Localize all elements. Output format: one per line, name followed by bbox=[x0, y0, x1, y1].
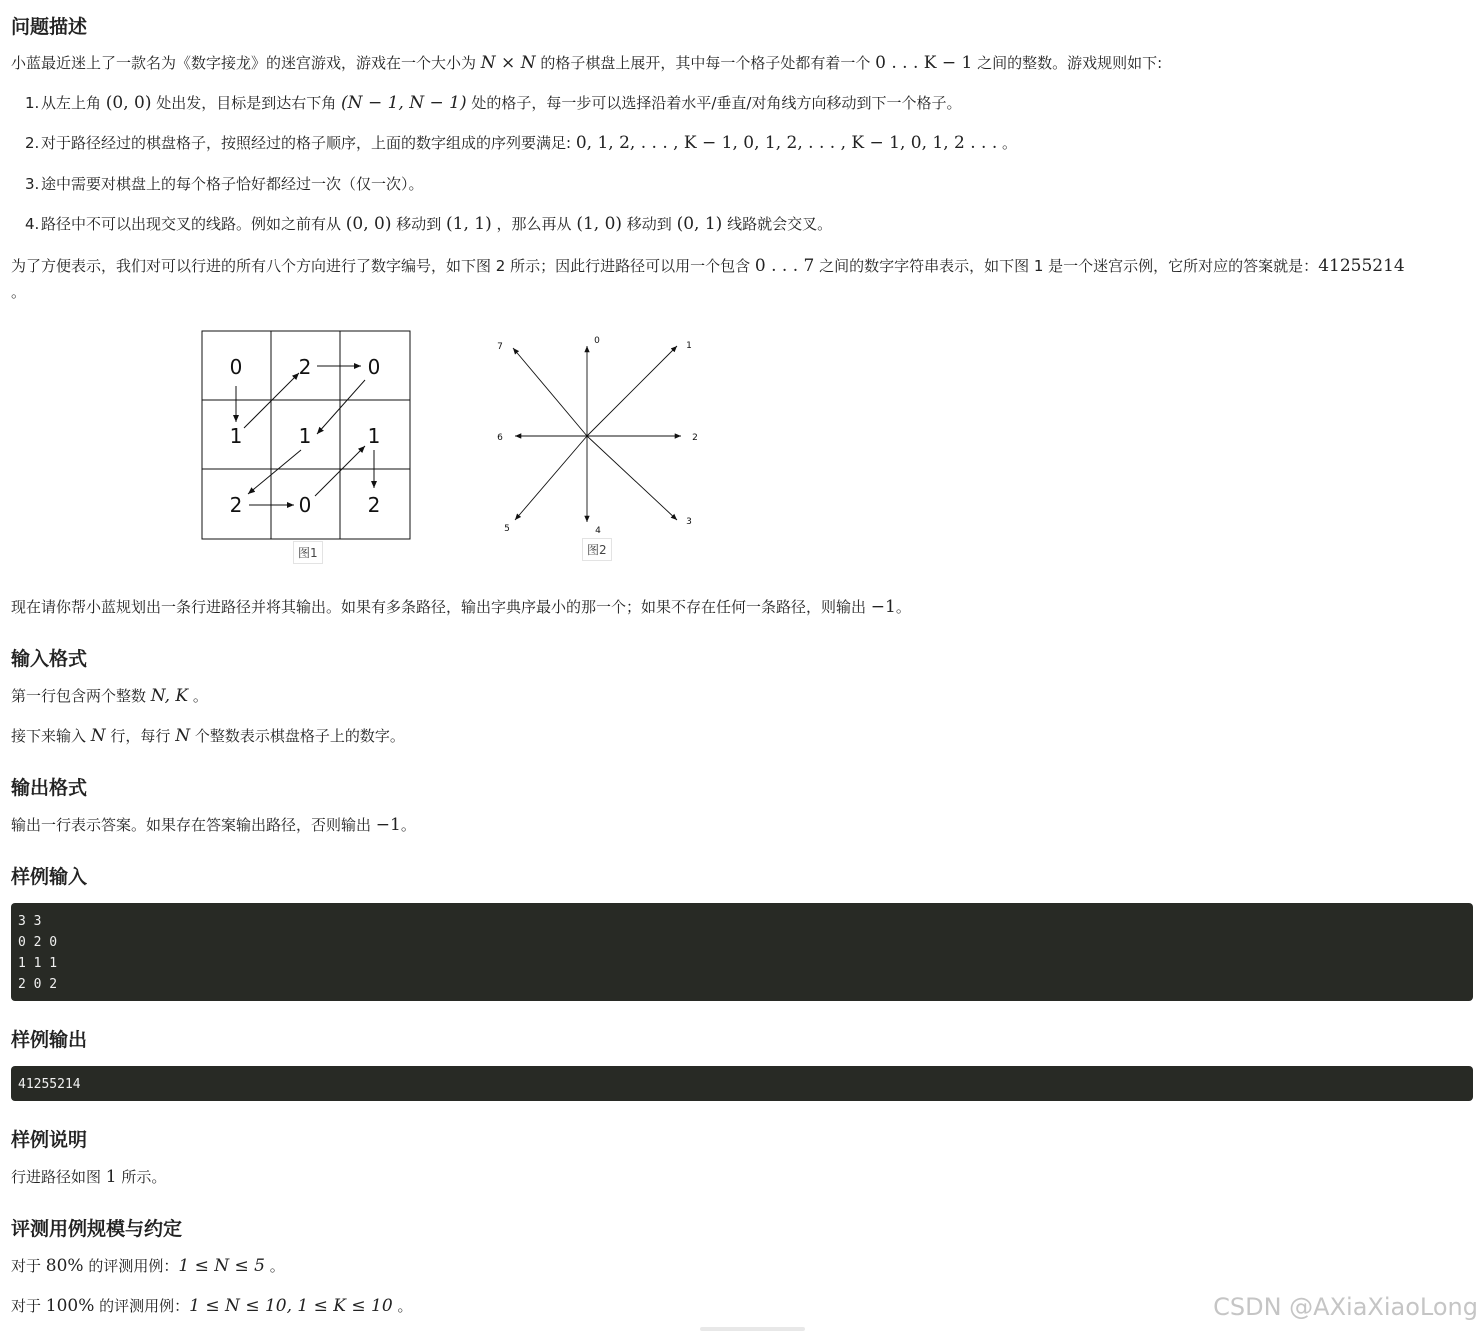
input-line-2: 接下来输入 N 行，每行 N 个整数表示棋盘格子上的数字。 bbox=[11, 726, 405, 746]
input-title: 输入格式 bbox=[11, 648, 88, 670]
problem-title: 问题描述 bbox=[11, 16, 88, 38]
direction-1-arrow bbox=[587, 346, 677, 436]
direction-label: 3 bbox=[686, 517, 692, 527]
sample-explain-title: 样例说明 bbox=[11, 1129, 88, 1151]
input-line-1: 第一行包含两个整数 N, K 。 bbox=[11, 686, 208, 706]
direction-note: 为了方便表示，我们对可以行进的所有八个方向进行了数字编号，如下图 2 所示；因此行进路径可以用一个包含 0 . . . 7 之间的数字字符串表示，如下图 1 是一个迷宫示例，它所对应的答案就是：41255214 。 bbox=[11, 256, 1405, 301]
output-line: 输出一行表示答案。如果存在答案输出路径，否则输出 −1。 bbox=[11, 815, 416, 835]
direction-label: 6 bbox=[497, 433, 503, 443]
maze-grid-diagram bbox=[201, 330, 413, 542]
path-arrow bbox=[317, 380, 365, 434]
cell-value: 2 bbox=[298, 355, 312, 379]
figure-2 bbox=[481, 332, 711, 557]
rule-item: 4. 路径中不可以出现交叉的线路。例如之前有从 (0, 0) 移动到 (1, 1) ，那么再从 (1, 0) 移动到 (0, 1) 线路就会交叉。 bbox=[25, 214, 833, 234]
rule-item: 1. 从左上角 (0, 0) 处出发，目标是到达右下角 (N − 1, N − 1) 处的格子，每一步可以选择沿着水平/垂直/对角线方向移动到下一个格子。 bbox=[25, 93, 962, 113]
rule-item: 2. 对于路径经过的棋盘格子，按照经过的格子顺序，上面的数字组成的序列要满足: 0, 1, 2, . . . , K − 1, 0, 1, 2, . . . , K − 1, 0, 1, 2 . . . 。 bbox=[25, 133, 1018, 153]
cell-value: 0 bbox=[367, 355, 381, 379]
figure-1-caption: 图1 bbox=[293, 541, 323, 564]
figure-2-caption: 图2 bbox=[582, 538, 612, 561]
cell-value: 2 bbox=[229, 493, 243, 517]
direction-label: 1 bbox=[686, 341, 692, 351]
scale-title: 评测用例规模与约定 bbox=[11, 1218, 183, 1240]
sample-output-code[interactable]: 41255214 bbox=[11, 1066, 1473, 1101]
figure-1 bbox=[201, 330, 413, 560]
scale-line: 对于 80% 的评测用例：1 ≤ N ≤ 5 。 bbox=[11, 1256, 285, 1276]
cell-value: 2 bbox=[367, 493, 381, 517]
direction-diagram bbox=[481, 332, 711, 537]
sample-output-title: 样例输出 bbox=[11, 1029, 88, 1051]
cell-value: 1 bbox=[298, 424, 312, 448]
intro-paragraph: 小蓝最近迷上了一款名为《数字接龙》的迷宫游戏，游戏在一个大小为 N × N 的格子棋盘上展开，其中每一个格子处都有着一个 0 . . . K − 1 之间的整数。游戏规则如下: bbox=[11, 53, 1163, 73]
cell-value: 1 bbox=[367, 424, 381, 448]
direction-label: 5 bbox=[504, 524, 510, 534]
task-paragraph: 现在请你帮小蓝规划出一条行进路径并将其输出。如果有多条路径，输出字典序最小的那一个；如果不存在任何一条路径，则输出 −1。 bbox=[11, 597, 911, 617]
output-title: 输出格式 bbox=[11, 777, 88, 799]
cell-value: 0 bbox=[229, 355, 243, 379]
cell-value: 0 bbox=[298, 493, 312, 517]
sample-explain-line: 行进路径如图 1 所示。 bbox=[11, 1167, 167, 1187]
rule-item: 3. 途中需要对棋盘上的每个格子恰好都经过一次（仅一次）。 bbox=[25, 175, 424, 193]
sample-input-code[interactable]: 3 3 0 2 0 1 1 1 2 0 2 bbox=[11, 903, 1473, 1001]
sample-input-title: 样例输入 bbox=[11, 866, 88, 888]
direction-label: 2 bbox=[692, 433, 698, 443]
direction-3-arrow bbox=[587, 436, 677, 520]
path-arrow bbox=[248, 450, 301, 494]
direction-5-arrow bbox=[515, 436, 587, 520]
direction-label: 0 bbox=[594, 336, 600, 346]
cell-value: 1 bbox=[229, 424, 243, 448]
direction-label: 7 bbox=[497, 342, 503, 352]
direction-label: 4 bbox=[595, 526, 601, 536]
watermark: CSDN @AXiaXiaoLong bbox=[1213, 1293, 1478, 1321]
scroll-indicator[interactable] bbox=[700, 1327, 805, 1331]
direction-7-arrow bbox=[513, 348, 587, 436]
scale-line: 对于 100% 的评测用例：1 ≤ N ≤ 10, 1 ≤ K ≤ 10 。 bbox=[11, 1296, 413, 1316]
